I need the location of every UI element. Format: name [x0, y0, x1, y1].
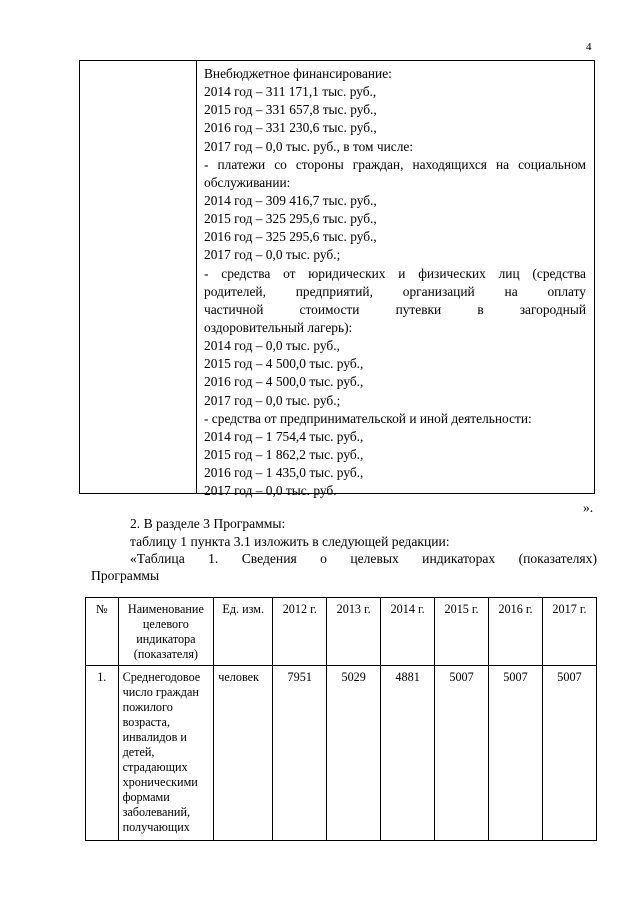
header-2016: 2016 г.	[489, 598, 543, 666]
row-2012: 7951	[273, 666, 327, 841]
funding-line: 2014 год – 1 754,4 тыс. руб.,	[204, 428, 364, 444]
row-name-line: число граждан	[122, 685, 199, 699]
row-name-line: детей,	[122, 745, 155, 759]
row-name-line: получающих	[122, 820, 190, 834]
row-num: 1.	[86, 666, 119, 841]
row-name-line: пожилого	[122, 700, 173, 714]
row-name-line: Среднегодовое	[122, 670, 201, 684]
header-name	[118, 598, 214, 666]
header-2014: 2014 г.	[381, 598, 435, 666]
page-number: 4	[586, 41, 592, 53]
funding-line: 2017 год – 0,0 тыс. руб.	[204, 483, 337, 499]
table-caption: «Таблица 1. Сведения о целевых индикаторах (показателях)	[130, 551, 597, 566]
funding-line: 2015 год – 325 295,6 тыс. руб.,	[204, 211, 377, 227]
row-name-line: страдающих	[122, 760, 188, 774]
paragraph-section-3: 2. В разделе 3 Программы:	[130, 516, 286, 531]
row-name-line: возраста,	[122, 715, 170, 729]
header-2012: 2012 г.	[273, 598, 327, 666]
funding-line: 2016 год – 4 500,0 тыс. руб.,	[204, 374, 364, 390]
row-2014: 4881	[381, 666, 435, 841]
funding-line: 2015 год – 1 862,2 тыс. руб.,	[204, 446, 364, 462]
table-header-row	[86, 598, 597, 666]
funding-line: родителей, предприятий, организаций на оплату	[204, 283, 586, 299]
funding-line: 2016 год – 1 435,0 тыс. руб.,	[204, 465, 364, 481]
header-num: №	[86, 598, 119, 666]
row-name-line: инвалидов и	[122, 730, 187, 744]
table-row	[86, 666, 597, 841]
funding-line: 2016 год – 325 295,6 тыс. руб.,	[204, 229, 377, 245]
funding-line: обслуживании:	[204, 174, 291, 190]
header-name-line: целевого	[142, 617, 189, 631]
table-caption-continued: Программы	[91, 568, 160, 583]
closing-quote: ».	[583, 500, 594, 515]
row-name-line: формами	[122, 790, 170, 804]
header-2015: 2015 г.	[435, 598, 489, 666]
header-2013: 2013 г.	[327, 598, 381, 666]
header-2017: 2017 г.	[542, 598, 596, 666]
row-2016: 5007	[489, 666, 543, 841]
funding-line: Внебюджетное финансирование:	[204, 66, 392, 81]
funding-line: 2015 год – 4 500,0 тыс. руб.,	[204, 356, 364, 372]
funding-line: 2016 год – 331 230,6 тыс. руб.,	[204, 120, 377, 136]
funding-line: - средства от юридических и физических лиц (средства	[204, 265, 586, 281]
row-2015: 5007	[435, 666, 489, 841]
funding-text	[204, 65, 586, 500]
funding-line: оздоровительный лагерь):	[204, 319, 353, 335]
indicators-table	[85, 597, 597, 841]
row-name	[118, 666, 214, 841]
funding-line: - платежи со стороны граждан, находящихся на социальном	[204, 156, 586, 172]
funding-table	[79, 60, 595, 499]
row-unit: человек	[214, 666, 273, 841]
funding-line: - средства от предпринимательской и иной деятельности:	[204, 410, 532, 426]
row-name-lines	[123, 670, 210, 835]
header-unit: Ед. изм.	[214, 598, 273, 666]
funding-line: 2014 год – 0,0 тыс. руб.,	[204, 338, 340, 354]
column-divider	[196, 61, 197, 493]
funding-line: 2017 год – 0,0 тыс. руб., в том числе:	[204, 138, 414, 154]
header-name-line: Наименование	[127, 602, 204, 616]
funding-line: 2017 год – 0,0 тыс. руб.;	[204, 247, 341, 263]
funding-line: 2014 год – 311 171,1 тыс. руб.,	[204, 84, 377, 100]
paragraph-table-1: таблицу 1 пункта 3.1 изложить в следующей редакции:	[130, 534, 450, 549]
row-2013: 5029	[327, 666, 381, 841]
header-name-line: индикатора	[136, 632, 196, 646]
row-name-line: заболеваний,	[122, 805, 191, 819]
row-name-line: хроническими	[122, 775, 198, 789]
funding-line: 2014 год – 309 416,7 тыс. руб.,	[204, 192, 377, 208]
funding-line: 2017 год – 0,0 тыс. руб.;	[204, 392, 341, 408]
header-name-line: (показателя)	[133, 647, 198, 661]
row-2017: 5007	[542, 666, 596, 841]
funding-line: частичной стоимости путевки в загородный	[204, 301, 586, 317]
funding-line: 2015 год – 331 657,8 тыс. руб.,	[204, 102, 377, 118]
